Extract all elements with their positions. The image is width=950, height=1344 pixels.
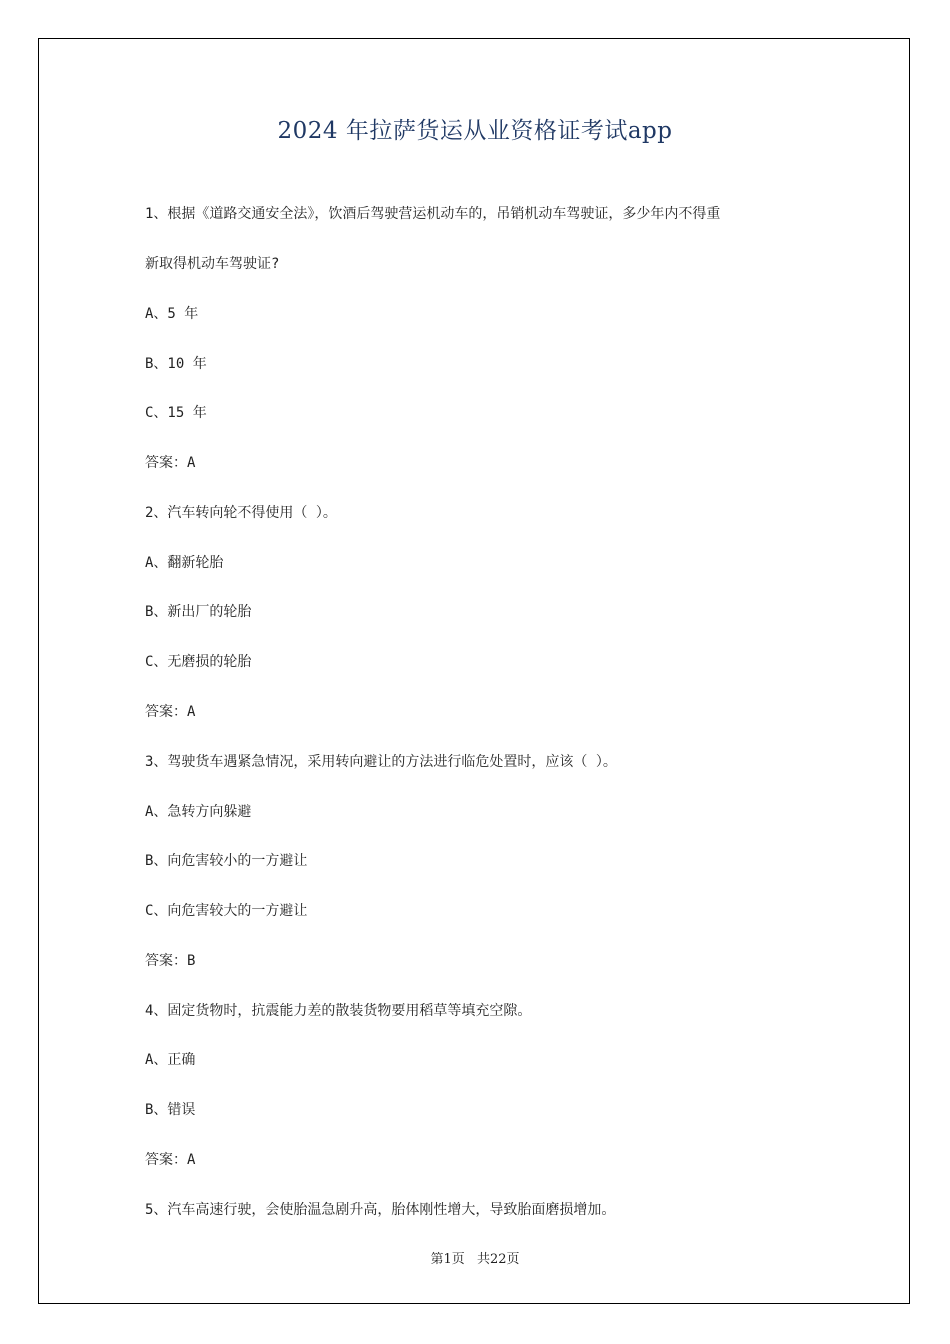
question-4-option-a: A、正确 [145,1052,196,1068]
page-total: 共22页 [476,1252,520,1267]
question-4-answer: 答案：A [145,1152,196,1168]
question-2-text: 2、汽车转向轮不得使用（ ）。 [145,505,337,521]
question-3-option-c: C、向危害较大的一方避让 [145,903,308,919]
question-4-text: 4、固定货物时，抗震能力差的散装货物要用稻草等填充空隙。 [145,1003,532,1019]
question-4-option-b: B、错误 [145,1102,196,1118]
question-1-option-a: A、5 年 [145,306,199,322]
question-2-option-b: B、新出厂的轮胎 [145,604,252,620]
page-footer [0,1248,950,1267]
question-1-option-c: C、15 年 [145,405,207,421]
question-3-option-b: B、向危害较小的一方避让 [145,853,308,869]
question-3-option-a: A、急转方向躲避 [145,804,252,820]
question-3-answer: 答案：B [145,953,196,969]
question-1-line-2: 新取得机动车驾驶证? [145,256,280,272]
question-1-option-b: B、10 年 [145,356,207,372]
document-title: 2024 年拉萨货运从业资格证考试app [277,118,673,144]
question-1-answer: 答案：A [145,455,196,471]
question-5-text: 5、汽车高速行驶，会使胎温急剧升高，胎体刚性增大，导致胎面磨损增加。 [145,1202,616,1218]
question-1-line-1: 1、根据《道路交通安全法》，饮酒后驾驶营运机动车的，吊销机动车驾驶证，多少年内不得重 [145,206,721,222]
question-2-answer: 答案：A [145,704,196,720]
question-2-option-c: C、无磨损的轮胎 [145,654,252,670]
question-3-text: 3、驾驶货车遇紧急情况，采用转向避让的方法进行临危处置时，应该（ ）。 [145,754,617,770]
question-2-option-a: A、翻新轮胎 [145,555,224,571]
page-number: 第1页 [430,1252,465,1267]
